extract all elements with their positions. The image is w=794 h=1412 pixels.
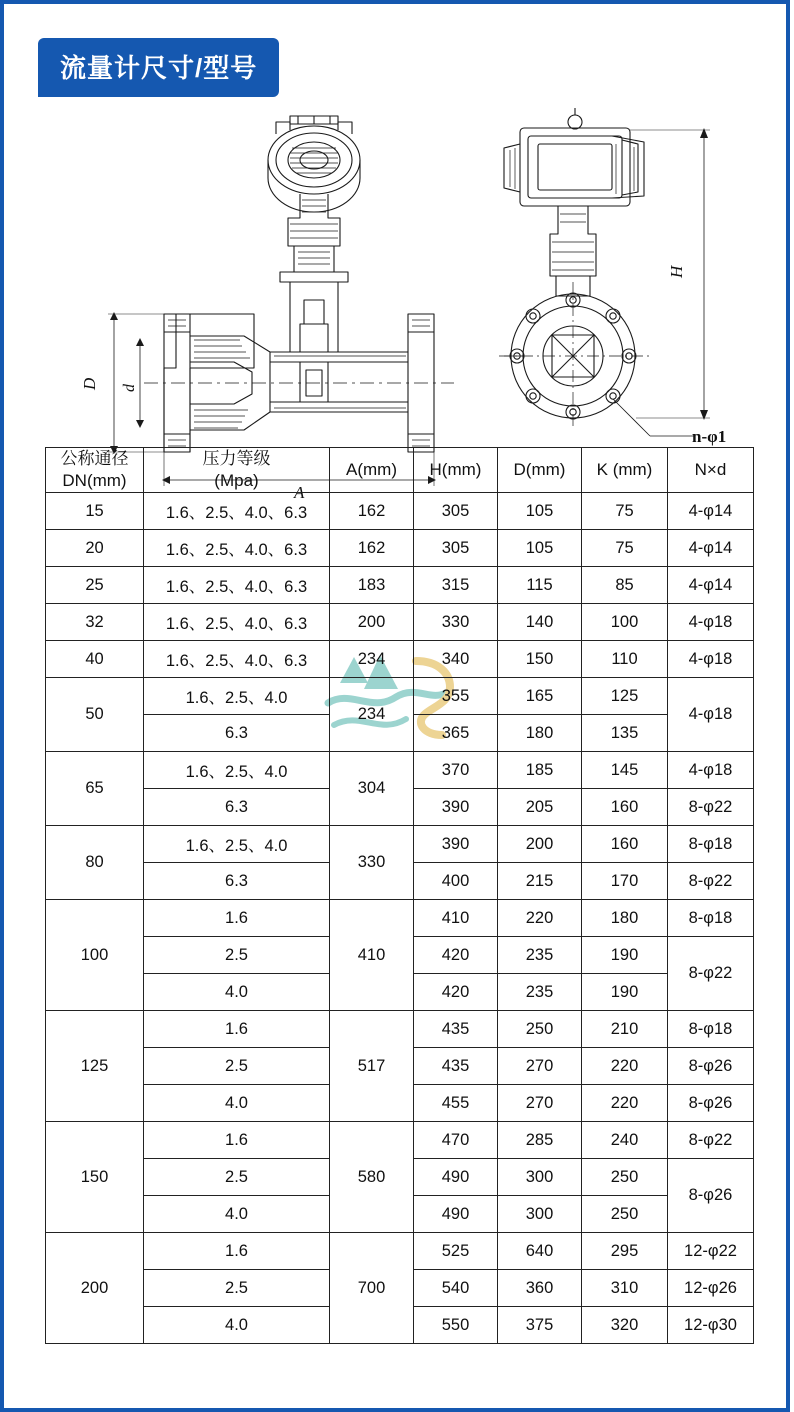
cell-dn: 32 xyxy=(46,604,144,641)
dim-label-d: d xyxy=(121,384,138,392)
cell-h: 410 xyxy=(414,900,498,937)
cell-dn: 200 xyxy=(46,1233,144,1344)
cell-pressure: 6.3 xyxy=(144,715,330,752)
cell-nd: 12-φ26 xyxy=(668,1270,754,1307)
cell-dn: 20 xyxy=(46,530,144,567)
cell-pressure: 1.6 xyxy=(144,1011,330,1048)
cell-dn: 40 xyxy=(46,641,144,678)
col-header-nd: N×d xyxy=(668,448,754,493)
table-header-row xyxy=(46,448,754,493)
cell-d: 165 xyxy=(498,678,582,715)
cell-nd: 8-φ22 xyxy=(668,937,754,1011)
cell-h: 420 xyxy=(414,974,498,1011)
cell-d: 235 xyxy=(498,974,582,1011)
cell-a: 234 xyxy=(330,678,414,752)
cell-k: 190 xyxy=(582,974,668,1011)
cell-nd: 12-φ22 xyxy=(668,1233,754,1270)
cell-d: 180 xyxy=(498,715,582,752)
col-header-k: K (mm) xyxy=(582,448,668,493)
cell-d: 105 xyxy=(498,530,582,567)
cell-nd: 4-φ18 xyxy=(668,678,754,752)
cell-d: 235 xyxy=(498,937,582,974)
cell-pressure: 1.6、2.5、4.0、6.3 xyxy=(144,641,330,678)
cell-dn: 50 xyxy=(46,678,144,752)
cell-d: 220 xyxy=(498,900,582,937)
cell-nd: 8-φ22 xyxy=(668,863,754,900)
cell-d: 200 xyxy=(498,826,582,863)
table-row xyxy=(46,641,754,678)
cell-h: 420 xyxy=(414,937,498,974)
cell-k: 210 xyxy=(582,1011,668,1048)
cell-a: 580 xyxy=(330,1122,414,1233)
cell-h: 490 xyxy=(414,1196,498,1233)
cell-nd: 8-φ22 xyxy=(668,789,754,826)
cell-nd: 4-φ18 xyxy=(668,604,754,641)
col-header-d: D(mm) xyxy=(498,448,582,493)
cell-dn: 150 xyxy=(46,1122,144,1233)
col-header-pressure-line1: 压力等级 xyxy=(202,449,271,468)
cell-h: 315 xyxy=(414,567,498,604)
cell-dn: 125 xyxy=(46,1011,144,1122)
dim-label-H: H xyxy=(667,265,686,278)
cell-nd: 4-φ18 xyxy=(668,641,754,678)
cell-d: 205 xyxy=(498,789,582,826)
cell-k: 170 xyxy=(582,863,668,900)
cell-pressure: 2.5 xyxy=(144,1048,330,1085)
cell-k: 135 xyxy=(582,715,668,752)
cell-pressure: 1.6、2.5、4.0、6.3 xyxy=(144,493,330,530)
cell-k: 310 xyxy=(582,1270,668,1307)
cell-h: 355 xyxy=(414,678,498,715)
cell-a: 304 xyxy=(330,752,414,826)
dim-label-A: A xyxy=(294,483,305,502)
col-header-dn-line1: 公称通径 xyxy=(60,449,129,468)
cell-d: 270 xyxy=(498,1048,582,1085)
table-row xyxy=(46,826,754,863)
page-title xyxy=(38,38,279,97)
table-row xyxy=(46,1233,754,1270)
cell-h: 305 xyxy=(414,493,498,530)
col-header-h: H(mm) xyxy=(414,448,498,493)
cell-d: 300 xyxy=(498,1196,582,1233)
cell-dn: 15 xyxy=(46,493,144,530)
cell-pressure: 1.6 xyxy=(144,900,330,937)
cell-pressure: 2.5 xyxy=(144,1270,330,1307)
cell-k: 160 xyxy=(582,826,668,863)
col-header-pressure-line2: (Mpa) xyxy=(214,471,259,491)
cell-pressure: 1.6、2.5、4.0 xyxy=(144,678,330,715)
specification-table xyxy=(45,447,754,1344)
cell-k: 180 xyxy=(582,900,668,937)
cell-pressure: 6.3 xyxy=(144,789,330,826)
cell-pressure: 1.6、2.5、4.0、6.3 xyxy=(144,530,330,567)
cell-k: 240 xyxy=(582,1122,668,1159)
cell-pressure: 4.0 xyxy=(144,1307,330,1344)
cell-k: 125 xyxy=(582,678,668,715)
specification-table-container xyxy=(45,447,753,1344)
cell-h: 370 xyxy=(414,752,498,789)
cell-d: 375 xyxy=(498,1307,582,1344)
table-row xyxy=(46,752,754,789)
cell-k: 75 xyxy=(582,493,668,530)
cell-nd: 8-φ26 xyxy=(668,1085,754,1122)
cell-nd: 4-φ14 xyxy=(668,567,754,604)
cell-pressure: 1.6 xyxy=(144,1122,330,1159)
cell-pressure: 1.6、2.5、4.0 xyxy=(144,752,330,789)
cell-k: 75 xyxy=(582,530,668,567)
cell-h: 470 xyxy=(414,1122,498,1159)
cell-h: 340 xyxy=(414,641,498,678)
col-header-dn xyxy=(46,448,144,493)
cell-pressure: 1.6、2.5、4.0 xyxy=(144,826,330,863)
cell-k: 85 xyxy=(582,567,668,604)
cell-pressure: 4.0 xyxy=(144,1196,330,1233)
cell-a: 183 xyxy=(330,567,414,604)
cell-nd: 4-φ14 xyxy=(668,493,754,530)
table-row xyxy=(46,678,754,715)
cell-nd: 8-φ18 xyxy=(668,1011,754,1048)
table-body xyxy=(46,493,754,1344)
cell-a: 410 xyxy=(330,900,414,1011)
cell-a: 517 xyxy=(330,1011,414,1122)
cell-k: 110 xyxy=(582,641,668,678)
table-row xyxy=(46,1011,754,1048)
cell-h: 365 xyxy=(414,715,498,752)
cell-h: 490 xyxy=(414,1159,498,1196)
cell-a: 200 xyxy=(330,604,414,641)
cell-nd: 8-φ26 xyxy=(668,1159,754,1233)
cell-h: 435 xyxy=(414,1048,498,1085)
cell-k: 220 xyxy=(582,1085,668,1122)
cell-d: 115 xyxy=(498,567,582,604)
table-row xyxy=(46,1122,754,1159)
cell-d: 185 xyxy=(498,752,582,789)
table-row xyxy=(46,604,754,641)
cell-nd: 8-φ18 xyxy=(668,900,754,937)
cell-d: 150 xyxy=(498,641,582,678)
cell-k: 145 xyxy=(582,752,668,789)
cell-h: 305 xyxy=(414,530,498,567)
cell-h: 390 xyxy=(414,789,498,826)
col-header-dn-line2: DN(mm) xyxy=(62,471,127,491)
cell-nd: 4-φ18 xyxy=(668,752,754,789)
cell-d: 140 xyxy=(498,604,582,641)
table-row xyxy=(46,530,754,567)
cell-a: 700 xyxy=(330,1233,414,1344)
cell-a: 162 xyxy=(330,530,414,567)
cell-h: 455 xyxy=(414,1085,498,1122)
cell-h: 550 xyxy=(414,1307,498,1344)
cell-h: 390 xyxy=(414,826,498,863)
cell-d: 360 xyxy=(498,1270,582,1307)
cell-dn: 65 xyxy=(46,752,144,826)
cell-pressure: 1.6、2.5、4.0、6.3 xyxy=(144,604,330,641)
cell-k: 220 xyxy=(582,1048,668,1085)
cell-pressure: 1.6 xyxy=(144,1233,330,1270)
cell-d: 105 xyxy=(498,493,582,530)
cell-h: 435 xyxy=(414,1011,498,1048)
cell-dn: 25 xyxy=(46,567,144,604)
cell-nd: 12-φ30 xyxy=(668,1307,754,1344)
cell-pressure: 4.0 xyxy=(144,974,330,1011)
cell-nd: 4-φ14 xyxy=(668,530,754,567)
cell-nd: 8-φ22 xyxy=(668,1122,754,1159)
table-row xyxy=(46,493,754,530)
dim-label-D: D xyxy=(80,377,99,390)
cell-d: 285 xyxy=(498,1122,582,1159)
cell-d: 300 xyxy=(498,1159,582,1196)
cell-d: 640 xyxy=(498,1233,582,1270)
cell-k: 320 xyxy=(582,1307,668,1344)
cell-dn: 100 xyxy=(46,900,144,1011)
cell-k: 190 xyxy=(582,937,668,974)
cell-k: 250 xyxy=(582,1196,668,1233)
col-header-pressure xyxy=(144,448,330,493)
cell-pressure: 6.3 xyxy=(144,863,330,900)
cell-pressure: 1.6、2.5、4.0、6.3 xyxy=(144,567,330,604)
cell-a: 330 xyxy=(330,826,414,900)
cell-h: 330 xyxy=(414,604,498,641)
cell-k: 100 xyxy=(582,604,668,641)
cell-d: 250 xyxy=(498,1011,582,1048)
cell-h: 400 xyxy=(414,863,498,900)
dim-label-holes: n-φ1 xyxy=(692,427,727,446)
cell-k: 160 xyxy=(582,789,668,826)
cell-h: 540 xyxy=(414,1270,498,1307)
cell-pressure: 4.0 xyxy=(144,1085,330,1122)
cell-dn: 80 xyxy=(46,826,144,900)
col-header-a: A(mm) xyxy=(330,448,414,493)
cell-h: 525 xyxy=(414,1233,498,1270)
cell-k: 295 xyxy=(582,1233,668,1270)
cell-pressure: 2.5 xyxy=(144,1159,330,1196)
cell-k: 250 xyxy=(582,1159,668,1196)
page-title-text: 流量计尺寸/型号 xyxy=(38,38,279,97)
cell-d: 215 xyxy=(498,863,582,900)
cell-a: 234 xyxy=(330,641,414,678)
cell-nd: 8-φ18 xyxy=(668,826,754,863)
cell-nd: 8-φ26 xyxy=(668,1048,754,1085)
cell-d: 270 xyxy=(498,1085,582,1122)
cell-pressure: 2.5 xyxy=(144,937,330,974)
table-row xyxy=(46,900,754,937)
cell-a: 162 xyxy=(330,493,414,530)
table-row xyxy=(46,567,754,604)
